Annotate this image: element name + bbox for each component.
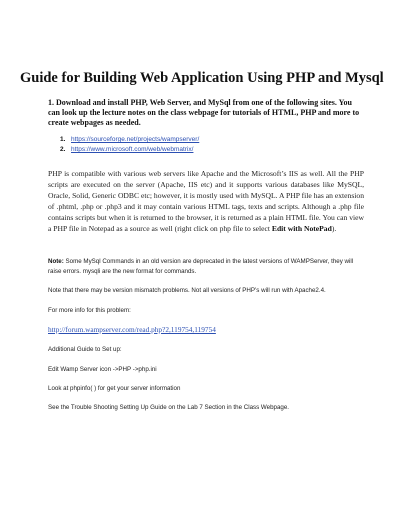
note-text: Some MySql Commands in an old version are deprecated in the latest versions of WAMPServer, they will raise errors. mysqli are the new format for commands. xyxy=(48,258,354,275)
link-webmatrix[interactable]: https://www.microsoft.com/web/webmatrix/ xyxy=(71,146,194,153)
note-label: Note: xyxy=(48,258,64,265)
forum-link[interactable]: http://forum.wampserver.com/read.php?2,119754,119754 xyxy=(48,325,216,334)
list-number: 1. xyxy=(60,136,66,143)
paragraph-end: ). xyxy=(331,224,337,233)
additional-guide-heading: Additional Guide to Set up: xyxy=(48,346,122,353)
download-links-list xyxy=(60,135,360,155)
list-item xyxy=(60,145,360,155)
paragraph-bold-text: Edit with NotePad xyxy=(271,224,332,233)
paragraph-text: PHP is compatible with various web servers like Apache and the Microsoft’s IIS as well. All the PHP scripts are executed on the server (Apache, IIS etc) and it supports various databases like MySQL, Oracle, Solid, Generic ODBC etc; however, it is mostly used with MySQL. A PHP file has an extension of .phtml, .php or .php3 and it may contain various HTML tags, texts and scripts. Although a .php file contains scripts but when it is returned to the browser, it is returned as a plain HTML file. You can view a PHP file in Notepad as a source as well (right click on php file to select xyxy=(48,169,364,233)
step-1-instructions: 1. Download and install PHP, Web Server, and MySql from one of the following sites. You can look up the lecture notes on the class webpage for tutorials of HTML, PHP and more to create webpages as needed. xyxy=(48,98,360,127)
list-item xyxy=(60,135,360,145)
php-description-paragraph xyxy=(48,168,364,234)
page-title: Guide for Building Web Application Using PHP and Mysql xyxy=(20,70,384,86)
edit-wamp-instruction: Edit Wamp Server icon ->PHP ->php.ini xyxy=(48,366,157,373)
list-number: 2. xyxy=(60,146,66,153)
link-wampserver[interactable]: https://sourceforge.net/projects/wampserver/ xyxy=(71,136,200,143)
more-info-text: For more info for this problem: xyxy=(48,307,131,314)
deprecation-note xyxy=(48,257,364,276)
version-note: Note that there may be version mismatch problems. Not all versions of PHP’s will run with Apache2.4. xyxy=(48,287,326,294)
troubleshooting-instruction: See the Trouble Shooting Setting Up Guide on the Lab 7 Section in the Class Webpage. xyxy=(48,404,290,411)
phpinfo-instruction: Look at phpinfo( ) for get your server information xyxy=(48,385,181,392)
